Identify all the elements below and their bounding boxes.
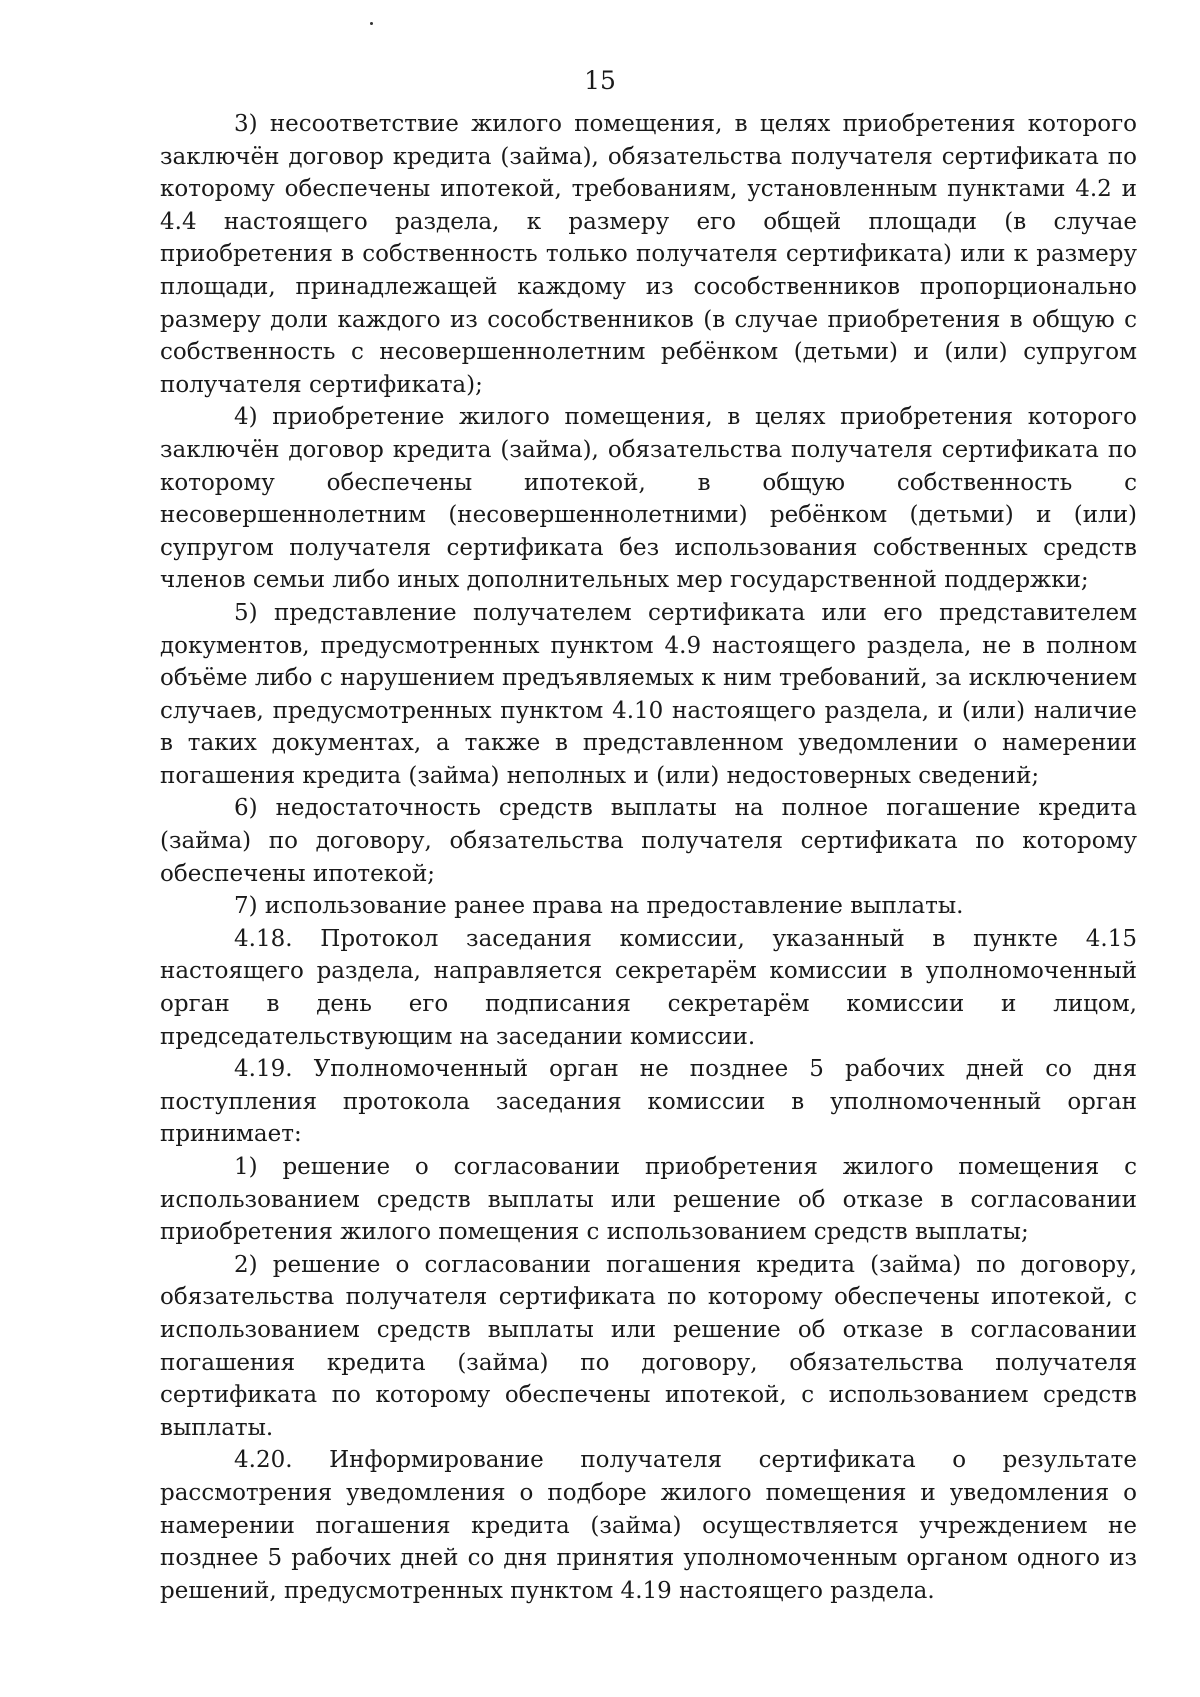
paragraph-4-20: 4.20. Информирование получателя сертификата о результате рассмотрения уведомления о подборе жилого помещения и уведомления о намерении погашения кредита (займа) осуществляется учреждением не позднее 5 рабочих дней со дня принятия уполномоченным органом одного из решений, предусмотренных пунктом 4.19 настоящего раздела. [160, 1447, 1137, 1604]
paragraph-item-7: 7) использование ранее права на предоставление выплаты. [234, 893, 964, 920]
page-number: 15 [584, 66, 616, 95]
paragraph-4-19-item-2: 2) решение о согласовании погашения кредита (займа) по договору, обязательства получателя сертификата по которому обеспечены ипотекой, с использованием средств выплаты или решение об отказе в согласовании погашения кредита (займа) по договору, обязательства получателя сертификата по которому обеспечены ипотекой, с использованием средств выплаты. [160, 1251, 1137, 1441]
paragraph-item-3: 3) несоответствие жилого помещения, в целях приобретения которого заключён договор кредита (займа), обязательства получателя сертификата по которому обеспечены ипотекой, требованиям, установленным пунктами 4.2 и 4.4 настоящего раздела, к размеру его общей площади (в случае приобретения в собственность только получателя сертификата) или к размеру площади, принадлежащей каждому из сособственников пропорционально размеру доли каждого из сособственников (в случае приобретения в общую с собственность с несовершеннолетним ребёнком (детьми) и (или) супругом получателя сертификата); [160, 111, 1137, 398]
paragraph-item-4: 4) приобретение жилого помещения, в целях приобретения которого заключён договор кредита (займа), обязательства получателя сертификата по которому обеспечены ипотекой, в общую собственность с несовершеннолетним (несовершеннолетними) ребёнком (детьми) и (или) супругом получателя сертификата без использования собственных средств членов семьи либо иных дополнительных мер государственной поддержки; [160, 404, 1137, 594]
paragraph-item-6: 6) недостаточность средств выплаты на полное погашение кредита (займа) по договору, обязательства получателя сертификата по которому обеспечены ипотекой; [160, 795, 1137, 887]
paragraph-item-5: 5) представление получателем сертификата или его представителем документов, предусмотренных пунктом 4.9 настоящего раздела, не в полном объёме либо с нарушением предъявляемых к ним требований, за исключением случаев, предусмотренных пунктом 4.10 настоящего раздела, и (или) наличие в таких документах, а также в представленном уведомлении о намерении погашения кредита (займа) неполных и (или) недостоверных сведений; [160, 599, 1137, 789]
paragraph-4-18: 4.18. Протокол заседания комиссии, указанный в пункте 4.15 настоящего раздела, направляется секретарём комиссии в уполномоченный орган в день его подписания секретарём комиссии и лицом, председательствующим на заседании комиссии. [160, 925, 1137, 1050]
paragraph-4-19: 4.19. Уполномоченный орган не позднее 5 рабочих дней со дня поступления протокола заседания комиссии в уполномоченный орган принимает: [160, 1056, 1137, 1148]
paragraph-4-19-item-1: 1) решение о согласовании приобретения жилого помещения с использованием средств выплаты или решение об отказе в согласовании приобретения жилого помещения с использованием средств выплаты; [160, 1154, 1137, 1246]
scan-artifact-dot [370, 22, 373, 25]
document-body [160, 108, 1137, 1607]
